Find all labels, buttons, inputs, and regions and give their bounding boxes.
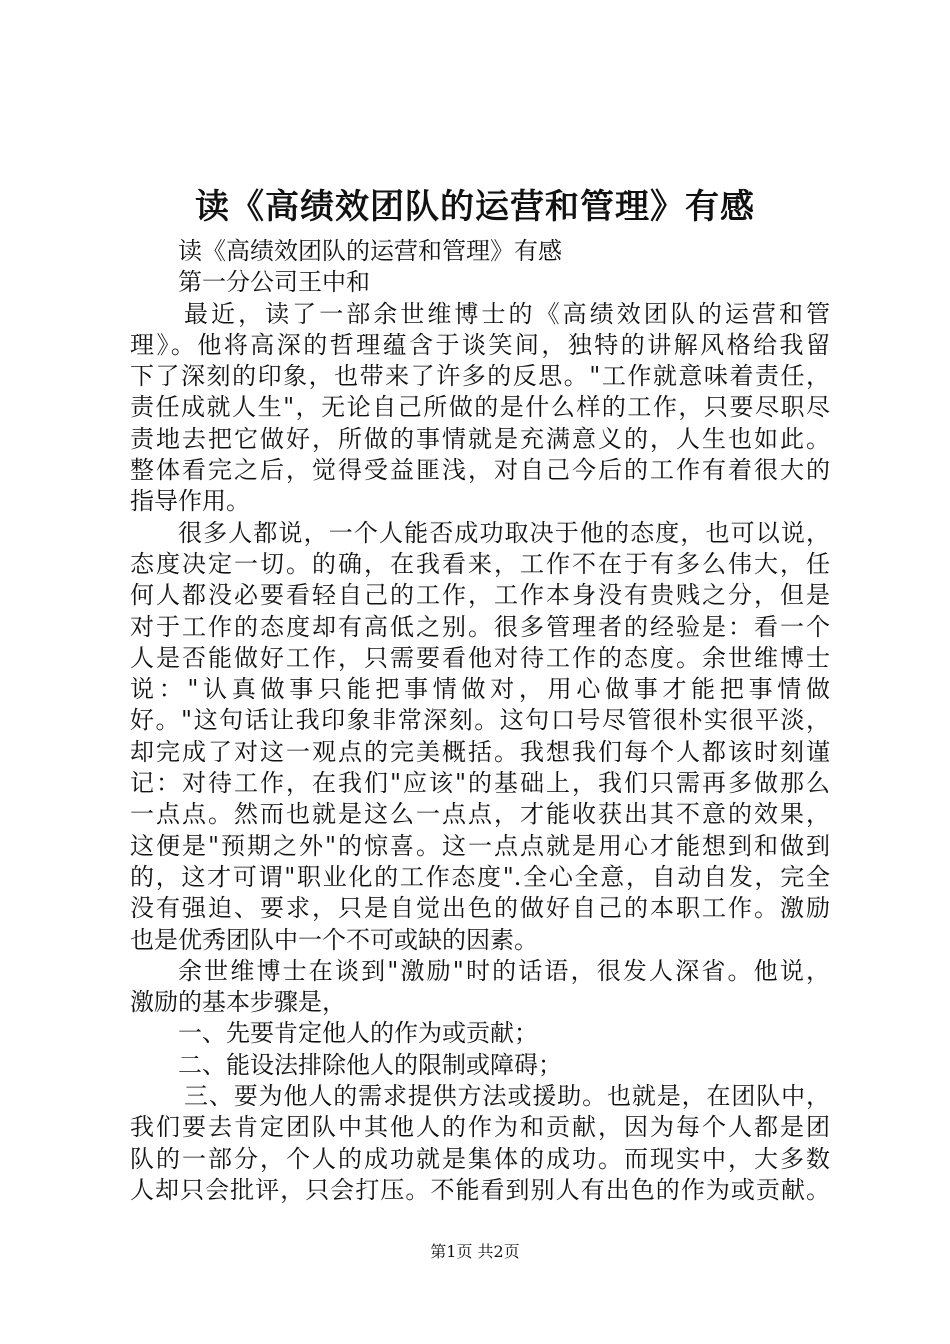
paragraph-line: 很多人都说，一个人能否成功取决于他的态度，也可以说， — [178, 518, 830, 547]
paragraph-line: 最近，读了一部余世维博士的《高绩效团队的运营和管 — [184, 299, 830, 328]
paragraph-line: 却完成了对这一观点的完美概括。我想我们每个人都该时刻谨 — [130, 737, 830, 766]
paragraph-line: 态度决定一切。的确，在我看来，工作不在于有多么伟大，任 — [130, 549, 830, 578]
subtitle-line: 读《高绩效团队的运营和管理》有感 — [178, 237, 562, 265]
paragraph-line: 激励的基本步骤是， — [130, 988, 346, 1017]
paragraph-line: 指导作用。 — [130, 487, 250, 516]
paragraph-line: 人是否能做好工作，只需要看他对待工作的态度。余世维博士 — [130, 643, 830, 672]
page-footer: 第1页 共2页 — [430, 1242, 520, 1261]
paragraph-line: 责地去把它做好，所做的事情就是充满意义的，人生也如此。 — [130, 424, 830, 453]
paragraph-line: 整体看完之后，觉得受益匪浅，对自己今后的工作有着很大的 — [130, 456, 830, 485]
paragraph-line: 对于工作的态度却有高低之别。很多管理者的经验是：看一个 — [130, 612, 830, 641]
paragraph-line: 记：对待工作，在我们"应该"的基础上，我们只需再多做那么 — [130, 769, 830, 798]
paragraph-line: 没有强迫、要求，只是自觉出色的做好自己的本职工作。激励 — [130, 894, 830, 923]
paragraph-line: 的，这才可谓"职业化的工作态度".全心全意，自动自发，完全 — [130, 862, 830, 891]
list-item: 三、要为他人的需求提供方法或援助。也就是，在团队中， — [184, 1082, 830, 1111]
document-title: 读《高绩效团队的运营和管理》有感 — [195, 187, 755, 227]
paragraph-line: 责任成就人生"，无论自己所做的是什么样的工作，只要尽职尽 — [130, 393, 830, 422]
paragraph-line: 一点点。然而也就是这么一点点，才能收获出其不意的效果， — [130, 800, 830, 829]
paragraph-line: 理》。他将高深的哲理蕴含于谈笑间，独特的讲解风格给我留 — [130, 330, 830, 359]
paragraph-line: 队的一部分，个人的成功就是集体的成功。而现实中，大多数 — [130, 1144, 830, 1173]
list-item: 一、先要肯定他人的作为或贡献； — [178, 1019, 538, 1048]
document-body — [130, 236, 830, 1206]
paragraph-line: 这便是"预期之外"的惊喜。这一点点就是用心才能想到和做到 — [130, 831, 830, 860]
paragraph-line: 人却只会批评，只会打压。不能看到别人有出色的作为或贡献。 — [130, 1175, 830, 1204]
paragraph-line: 余世维博士在谈到"激励"时的话语，很发人深省。他说， — [178, 956, 830, 985]
author-line: 第一分公司王中和 — [178, 268, 370, 297]
paragraph-line: 好。"这句话让我印象非常深刻。这句口号尽管很朴实很平淡， — [130, 706, 830, 735]
paragraph-line: 也是优秀团队中一个不可或缺的因素。 — [130, 925, 538, 954]
list-item: 二、能设法排除他人的限制或障碍； — [178, 1050, 562, 1079]
paragraph-line: 说："认真做事只能把事情做对，用心做事才能把事情做 — [130, 675, 830, 704]
paragraph-line: 我们要去肯定团队中其他人的作为和贡献，因为每个人都是团 — [130, 1113, 830, 1142]
paragraph-line: 下了深刻的印象，也带来了许多的反思。"工作就意味着责任， — [130, 362, 830, 391]
paragraph-line: 何人都没必要看轻自己的工作，工作本身没有贵贱之分，但是 — [130, 581, 830, 610]
